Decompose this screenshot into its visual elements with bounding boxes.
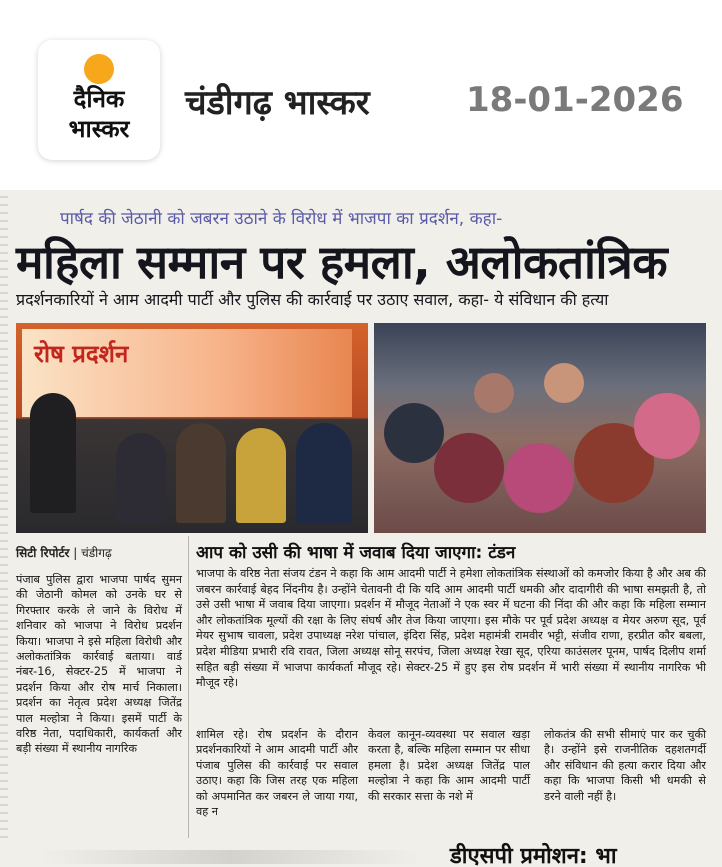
logo-text-line2: भास्कर [68, 115, 130, 143]
article-subheadline: आप को उसी की भाषा में जवाब दिया जाएगा: टंडन [196, 543, 516, 563]
protest-stage-photo [16, 323, 368, 533]
edition-date: 18-01-2026 [466, 80, 684, 120]
sun-icon [84, 54, 114, 84]
dainik-bhaskar-logo[interactable] [38, 40, 160, 160]
next-article-shadow [40, 850, 420, 864]
logo-text-line1: दैनिक [73, 85, 125, 113]
byline-city: चंडीगढ़ [81, 546, 112, 560]
newspaper-clipping [0, 190, 722, 867]
seated-figure [296, 423, 352, 523]
crowd-person [434, 433, 504, 503]
adjacent-column-edge [0, 190, 8, 867]
crowd-person [634, 393, 700, 459]
article-column-2: शामिल रहे। रोष प्रदर्शन के दौरान प्रदर्शनकारियों ने आम आदमी पार्टी और पंजाब पुलिस की कार्रवाई पर सवाल उठाए। कहा कि जिस तरह एक महिला को अपमानित कर जबरन ले जाया गया, वह न [196, 728, 358, 819]
seated-figure [236, 428, 286, 523]
masthead [0, 0, 722, 190]
protest-banner-title: रोष प्रदर्शन [34, 340, 129, 368]
seated-figure [176, 423, 226, 523]
article-column-4: लोकतंत्र की सभी सीमाएं पार कर चुकी है। उन्होंने इसे राजनीतिक दहशतगर्दी और संविधान की हत्या करार दिया और कहा कि भाजपा किसी भी धमकी से डरने वाली नहीं है। [544, 728, 706, 803]
article-column-1: पंजाब पुलिस द्वारा भाजपा पार्षद सुमन की जेठानी कोमल को उनके घर से गिरफ्तार करके ले जाने के विरोध में शनिवार को भाजपा ने विरोध प्रदर्शन किया। भाजपा ने इसे महिला विरोधी और अलोकतांत्रिक कार्रवाई बताया। वार्ड नंबर-16, सेक्टर-25 में भाजपा ने प्रदर्शन किया और रोष मार्च निकाला। प्रदर्शन का नेतृत्व प्रदेश अध्यक्ष जितेंद्र पाल मल्होत्रा ने किया। इसमें पार्टी के वरिष्ठ नेता, पदाधिकारी, कार्यकर्ता और बड़ी संख्या में स्थानीय नागरिक [16, 573, 182, 756]
seated-figure [116, 433, 166, 523]
article-subhead: प्रदर्शनकारियों ने आम आदमी पार्टी और पुलिस की कार्रवाई पर उठाए सवाल, कहा- ये संविधान की हत्या [16, 290, 609, 309]
protest-crowd-photo [374, 323, 706, 533]
column-divider [188, 536, 189, 861]
crowd-person [474, 373, 514, 413]
edition-title: चंडीगढ़ भास्कर [185, 83, 370, 123]
article-headline: महिला सम्मान पर हमला, अलोकतांत्रिक [16, 235, 668, 289]
crowd-person [504, 443, 574, 513]
article-wide-paragraph: भाजपा के वरिष्ठ नेता संजय टंडन ने कहा कि आम आदमी पार्टी ने हमेशा लोकतांत्रिक संस्थाओं को कमजोर किया है और अब की जबरन कार्रवाई बेहद निंदनीय है। उन्होंने चेतावनी दी कि यदि आम आदमी पार्टी धमकी और दादागीरी की भाषा समझती है, तो उसे उसी भाषा में जवाब दिया जाएगा। प्रदर्शन में मौजूद नेताओं ने एक स्वर में घटना की निंदा की और कहा कि महिला सम्मान और लोकतांत्रिक मूल्यों की रक्षा के लिए संघर्ष और तेज किया जाएगा। इस मौके पर पूर्व प्रदेश अध्यक्ष व मेयर अरुण सूद, पूर्व मेयर सुभाष चावला, प्रदेश उपाध्यक्ष नरेश पांचाल, इंदिरा सिंह, प्रदेश महामंत्री रामवीर भट्टी, संजीव राणा, हरप्रीत कौर बबला, प्रदेश मीडिया प्रभारी रवि रावत, जिला अध्यक्ष सोनू सरपंच, जिला अध्यक्ष रेखा सूद, एरिया काउंसलर पूनम, पार्षद दिलीप शर्मा सहित बड़ी संख्या में भाजपा कार्यकर्ता मौजूद रहे। सेक्टर-25 में हुए इस रोष प्रदर्शन में भारी संख्या में स्थानीय नागरिक भी मौजूद रहे। [196, 567, 706, 690]
crowd-person [544, 363, 584, 403]
byline-separator: | [73, 546, 82, 560]
speaker-figure [30, 393, 76, 513]
byline-reporter: सिटी रिपोर्टर [16, 546, 70, 560]
next-article-headline-partial: डीएसपी प्रमोशन: भा [450, 844, 617, 867]
article-byline [16, 544, 112, 561]
article-kicker: पार्षद की जेठानी को जबरन उठाने के विरोध में भाजपा का प्रदर्शन, कहा- [60, 209, 503, 229]
crowd-person [384, 403, 444, 463]
article-column-3: केवल कानून-व्यवस्था पर सवाल खड़ा करता है, बल्कि महिला सम्मान पर सीधा हमला है। प्रदेश अध्यक्ष जितेंद्र पाल मल्होत्रा ने कहा कि आम आदमी पार्टी की सरकार सत्ता के नशे में [368, 728, 530, 803]
